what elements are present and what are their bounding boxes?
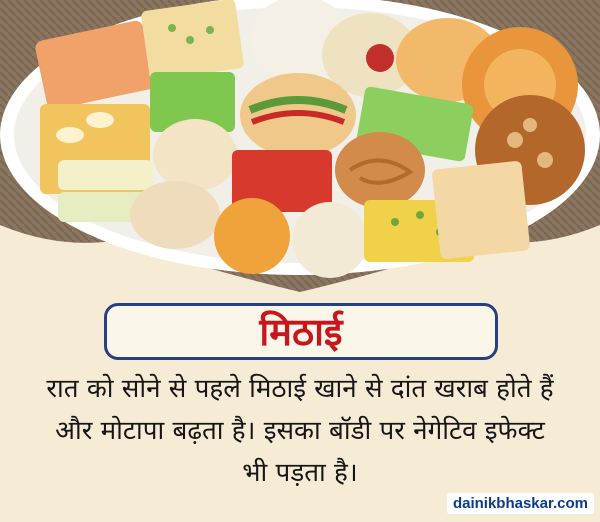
body-line-3: भी पड़ता है। xyxy=(242,458,358,488)
body-line-1: रात को सोने से पहले मिठाई खाने से दांत खराब होते हैं xyxy=(46,374,554,404)
body-line-2: और मोटापा बढ़ता है। इसका बॉडी पर नेगेटिव इफेक्ट xyxy=(55,416,545,446)
body-text xyxy=(8,368,592,494)
source-credit: dainikbhaskar.com xyxy=(447,493,594,514)
title-text: मिठाई xyxy=(259,309,343,354)
title-box xyxy=(104,303,498,360)
